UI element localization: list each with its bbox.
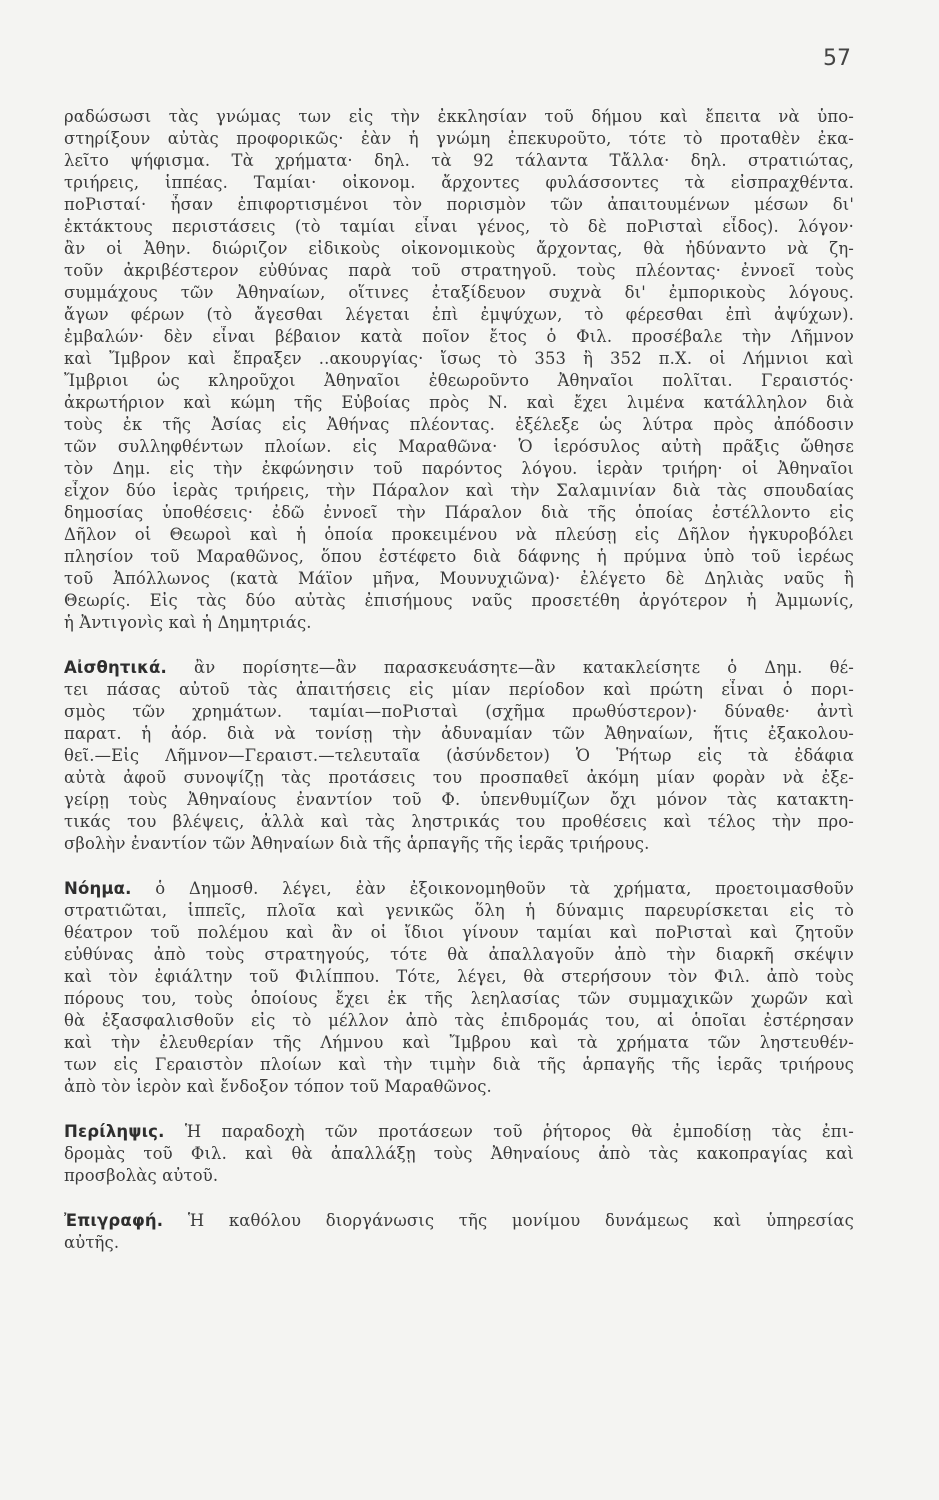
line-text: στηρίξουν αὐτὰς προφορικῶς· ἐὰν ἡ γνώμη ἐπεκυροῦτο, τότε τὸ προταθὲν ἐκα- — [64, 129, 854, 148]
line-text: ἄγων φέρων (τὸ ἄγεσθαι λέγεται ἐπὶ ἐμψύχων, τὸ φέρεσθαι ἐπὶ ἀψύχων). — [64, 305, 854, 324]
text-line — [64, 767, 854, 789]
text-line — [64, 966, 854, 988]
text-line — [64, 150, 854, 172]
line-text: τριήρεις, ἱππέας. Ταμίαι· οἰκονομ. ἄρχοντες φυλάσσοντες τὰ εἰσπραχθέντα. — [64, 173, 854, 192]
line-text: ἀκρωτήριον καὶ κώμη τῆς Εὐβοίας πρὸς Ν. καὶ ἔχει λιμένα κατάλληλον διὰ — [64, 393, 854, 412]
section-paragraph — [64, 878, 854, 1098]
text-line — [64, 238, 854, 260]
line-text: ἐμβαλών· δὲν εἶναι βέβαιον κατὰ ποῖον ἔτος ὁ Φιλ. προσέβαλε τὴν Λῆμνον — [64, 327, 854, 346]
text-line — [64, 348, 854, 370]
text-line — [64, 524, 854, 546]
line-text: καὶ Ἴμβρον καὶ ἔπραξεν ..ακουργίας· ἴσως τὸ 353 ἢ 352 π.Χ. οἱ Λήμνιοι καὶ — [64, 349, 854, 368]
line-text: τοὺς ἐκ τῆς Ἀσίας εἰς Ἀθήνας πλέοντας. ἐξέλεξε ὡς λύτρα πρὸς ἀπόδοσιν — [64, 415, 854, 434]
section-heading: Ἐπιγραφή. — [64, 1211, 164, 1230]
line-text: Δῆλον οἱ Θεωροὶ καὶ ἡ ὁποία προκειμένου νὰ πλεύσῃ εἰς Δῆλον ἠγκυροβόλει — [64, 525, 854, 544]
text-line — [64, 304, 854, 326]
text-line — [64, 326, 854, 348]
text-line — [64, 1210, 854, 1232]
line-text: πόρους του, τοὺς ὁποίους ἔχει ἐκ τῆς λεηλασίας τῶν συμμαχικῶν χωρῶν καὶ — [64, 989, 854, 1008]
text-line — [64, 480, 854, 502]
line-text: πλησίον τοῦ Μαραθῶνος, ὅπου ἐστέφετο διὰ δάφνης ἡ πρύμνα ὑπὸ τοῦ ἱερέως — [64, 547, 854, 566]
section-heading: Περίληψις. — [64, 1122, 165, 1141]
line-text: θὰ ἐξασφαλισθοῦν εἰς τὸ μέλλον ἀπὸ τὰς ἐπιδρομάς του, αἱ ὁποῖαι ἐστέρησαν — [64, 1011, 854, 1030]
line-text: ἡ Ἀντιγονὶς καὶ ἡ Δημητριάς. — [64, 613, 312, 632]
line-text: ποΡισταί· ἦσαν ἐπιφορτισμένοι τὸν πορισμὸν τῶν ἀπαιτουμένων μέσων δι' — [64, 195, 854, 214]
line-text: θεῖ.—Εἰς Λῆμνον—Γεραιστ.—τελευταῖα (ἀσύνδετον) Ὁ Ῥήτωρ εἰς τὰ ἐδάφια — [64, 746, 854, 765]
line-text: δημοσίας ὑποθέσεις· ἐδῶ ἐννοεῖ τὴν Πάραλον διὰ τῆς ὁποίας ἐστέλλοντο εἰς — [64, 503, 854, 522]
line-text: εὐθύνας ἀπὸ τοὺς στρατηγούς, τότε θὰ ἀπαλλαγοῦν ἀπὸ τὴν διαρκῆ σκέψιν — [64, 945, 854, 964]
line-text: αὐτὰ ἀφοῦ συνοψίζῃ τὰς προτάσεις του προσπαθεῖ ἀκόμη μίαν φορὰν νὰ ἐξε- — [64, 768, 854, 787]
text-line — [64, 833, 854, 855]
line-text: θέατρον τοῦ πολέμου καὶ ἂν οἱ ἴδιοι γίνουν ταμίαι καὶ ποΡισταὶ καὶ ζητοῦν — [64, 923, 854, 942]
text-line — [64, 392, 854, 414]
line-text: τικάς του βλέψεις, ἀλλὰ καὶ τὰς ληστρικάς του προθέσεις καὶ τέλος τὴν προ- — [64, 812, 854, 831]
text-line — [64, 502, 854, 524]
text-line — [64, 172, 854, 194]
text-line — [64, 701, 854, 723]
section-paragraph — [64, 657, 854, 855]
text-line — [64, 1032, 854, 1054]
line-text: λεῖτο ψήφισμα. Τὰ χρήματα· δηλ. τὰ 92 τάλαντα Τἄλλα· δηλ. στρατιώτας, — [64, 151, 854, 170]
line-text: παρατ. ἡ ἀόρ. διὰ νὰ τονίσῃ τὴν ἀδυναμίαν τῶν Ἀθηναίων, ἥτις ἐξακολου- — [64, 724, 854, 743]
section-heading: Αἰσθητικά. — [64, 658, 167, 677]
line-text: δρομὰς τοῦ Φιλ. καὶ θὰ ἀπαλλάξῃ τοὺς Ἀθηναίους ἀπὸ τὰς κακοπραγίας καὶ — [64, 1144, 854, 1163]
section-heading: Νόημα. — [64, 879, 132, 898]
line-text: καὶ τὸν ἐφιάλτην τοῦ Φιλίππου. Τότε, λέγει, θὰ στερήσουν τὸν Φιλ. ἀπὸ τοὺς — [64, 967, 854, 986]
line-text: ἀπὸ τὸν ἱερὸν καὶ ἔνδοξον τόπον τοῦ Μαραθῶνος. — [64, 1077, 492, 1096]
text-line — [64, 546, 854, 568]
line-text: σμὸς τῶν χρημάτων. ταμίαι—ποΡισταὶ (σχῆμα πρωθύστερον)· δύναθε· ἀντὶ — [64, 702, 854, 721]
text-line — [64, 612, 854, 634]
text-line — [64, 922, 854, 944]
line-text: τῶν συλληφθέντων πλοίων. εἰς Μαραθῶνα· Ὁ ἱερόσυλος αὐτὴ πρᾶξις ὤθησε — [64, 437, 854, 456]
line-text: σβολὴν ἐναντίον τῶν Ἀθηναίων διὰ τῆς ἁρπαγῆς τῆς ἱερᾶς τριήρους. — [64, 834, 650, 853]
section-paragraph — [64, 1210, 854, 1254]
text-line — [64, 988, 854, 1010]
line-text: αὐτῆς. — [64, 1233, 120, 1252]
section-paragraph — [64, 1121, 854, 1187]
line-text: Ἴμβριοι ὡς κληροῦχοι Ἀθηναῖοι ἐθεωροῦντο Ἀθηναῖοι πολῖται. Γεραιστός· — [64, 371, 854, 390]
text-line — [64, 1165, 854, 1187]
line-text: τοῦν ἀκριβέστερον εὐθύνας παρὰ τοῦ στρατηγοῦ. τοὺς πλέοντας· ἐννοεῖ τοὺς — [64, 261, 854, 280]
text-line — [64, 194, 854, 216]
text-line — [64, 414, 854, 436]
text-line — [64, 745, 854, 767]
line-text: γείρῃ τοὺς Ἀθηναίους ἐναντίον τοῦ Φ. ὑπενθυμίζων ὄχι μόνον τὰς κατακτη- — [64, 790, 854, 809]
text-line — [64, 216, 854, 238]
line-text: Θεωρίς. Εἰς τὰς δύο αὐτὰς ἐπισήμους ναῦς προσετέθη ἀργότερον ἡ Ἀμμωνίς, — [64, 591, 854, 610]
text-line — [64, 1010, 854, 1032]
commentary-text — [64, 106, 854, 1254]
text-line — [64, 282, 854, 304]
text-line — [64, 679, 854, 701]
text-line — [64, 1143, 854, 1165]
line-text: ἐκτάκτους περιστάσεις (τὸ ταμίαι εἶναι γένος, τὸ δὲ ποΡισταὶ εἶδος). λόγον· — [64, 217, 854, 236]
line-text: προσβολὰς αὐτοῦ. — [64, 1166, 219, 1185]
line-text: τοῦ Ἀπόλλωνος (κατὰ Μάϊον μῆνα, Μουνυχιῶνα)· ἐλέγετο δὲ Δηλιὰς ναῦς ἢ — [64, 569, 854, 588]
text-line — [64, 1121, 854, 1143]
text-line — [64, 436, 854, 458]
line-text: συμμάχους τῶν Ἀθηναίων, οἵτινες ἐταξίδευον συχνὰ δι' ἐμπορικοὺς λόγους. — [64, 283, 854, 302]
line-text: ἂν πορίσητε—ἂν παρασκευάσητε—ἂν κατακλείσητε ὁ Δημ. θέ- — [194, 658, 854, 677]
text-line — [64, 106, 854, 128]
line-text: Ἡ παραδοχὴ τῶν προτάσεων τοῦ ῥήτορος θὰ ἐμποδίσῃ τὰς ἐπι- — [184, 1122, 854, 1141]
line-text: ὁ Δημοσθ. λέγει, ἐὰν ἐξοικονομηθοῦν τὰ χρήματα, προετοιμασθοῦν — [155, 879, 854, 898]
text-line — [64, 1076, 854, 1098]
line-text: ἂν οἱ Ἀθην. διώριζον εἰδικοὺς οἰκονομικοὺς ἄρχοντας, θὰ ἠδύναντο νὰ ζη- — [64, 239, 854, 258]
line-text: τὸν Δημ. εἰς τὴν ἐκφώνησιν τοῦ παρόντος λόγου. ἱερὰν τριήρη· οἱ Ἀθηναῖοι — [64, 459, 854, 478]
line-text: των εἰς Γεραιστὸν πλοίων καὶ τὴν τιμὴν διὰ τῆς ἁρπαγῆς τῆς ἱερᾶς τριήρους — [64, 1055, 854, 1074]
text-line — [64, 878, 854, 900]
line-text: καὶ τὴν ἐλευθερίαν τῆς Λήμνου καὶ Ἴμβρου καὶ τὰ χρήματα τῶν ληστευθέν- — [64, 1033, 854, 1052]
text-line — [64, 657, 854, 679]
line-text: τει πάσας αὐτοῦ τὰς ἀπαιτήσεις εἰς μίαν περίοδον καὶ πρώτη εἶναι ὁ πορι- — [64, 680, 854, 699]
page-number: 57 — [823, 46, 851, 71]
line-text: Ἡ καθόλου διοργάνωσις τῆς μονίμου δυνάμεως καὶ ὑπηρεσίας — [187, 1211, 854, 1230]
text-line — [64, 723, 854, 745]
text-line — [64, 568, 854, 590]
text-line — [64, 944, 854, 966]
line-text: εἶχον δύο ἱερὰς τριήρεις, τὴν Πάραλον καὶ τὴν Σαλαμινίαν διὰ τὰς σπουδαίας — [64, 481, 854, 500]
text-line — [64, 1232, 854, 1254]
text-line — [64, 590, 854, 612]
line-text: ραδώσωσι τὰς γνώμας των εἰς τὴν ἐκκλησίαν τοῦ δήμου καὶ ἔπειτα νὰ ὑπο- — [64, 107, 854, 126]
text-line — [64, 260, 854, 282]
section-paragraph — [64, 106, 854, 634]
text-line — [64, 128, 854, 150]
text-line — [64, 811, 854, 833]
text-line — [64, 900, 854, 922]
line-text: στρατιῶται, ἱππεῖς, πλοῖα καὶ γενικῶς ὅλη ἡ δύναμις παρευρίσκεται εἰς τὸ — [64, 901, 854, 920]
text-line — [64, 1054, 854, 1076]
text-line — [64, 789, 854, 811]
text-line — [64, 370, 854, 392]
text-line — [64, 458, 854, 480]
